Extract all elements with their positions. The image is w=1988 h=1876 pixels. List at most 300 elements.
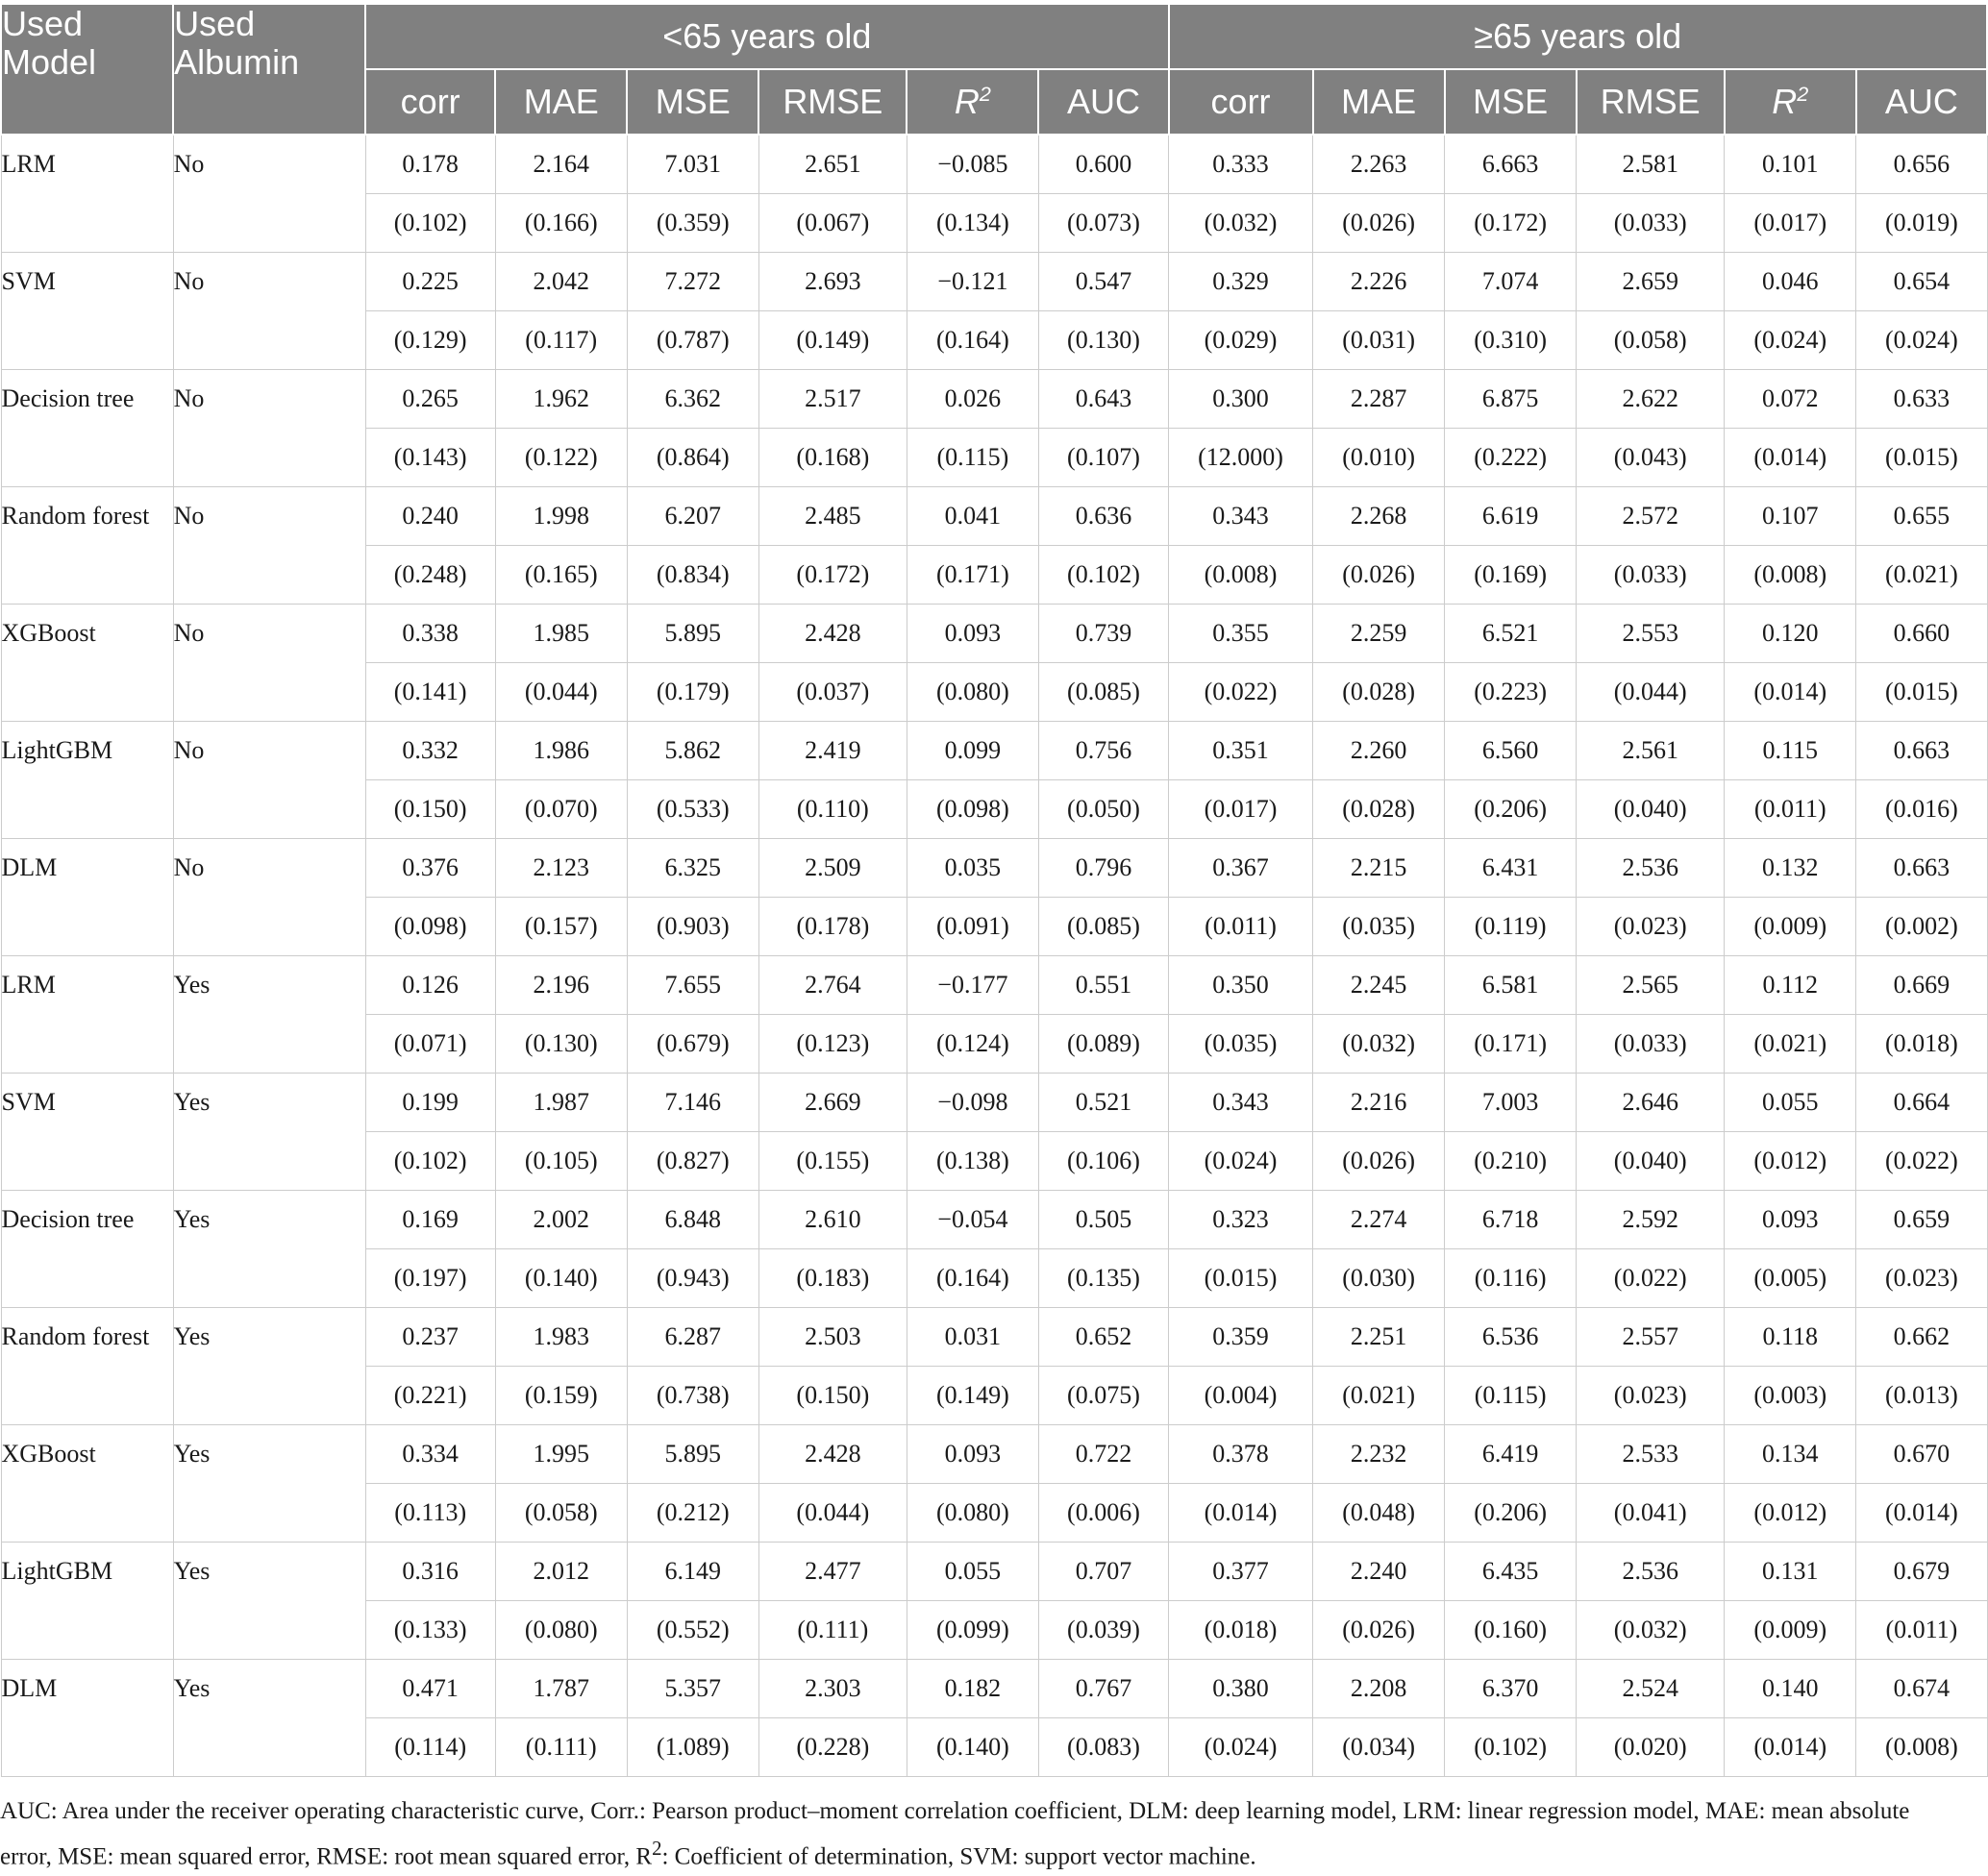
- sd-cell: (0.552): [627, 1601, 758, 1660]
- sd-cell: (0.024): [1725, 311, 1856, 370]
- metric-label: MSE: [655, 82, 731, 121]
- metric-header-under65-5: [1038, 69, 1168, 135]
- value-cell: 0.140: [1725, 1660, 1856, 1718]
- value-cell: 2.669: [758, 1074, 907, 1132]
- sd-cell: (0.040): [1577, 1132, 1725, 1191]
- value-cell: 0.126: [365, 956, 495, 1015]
- model-name: Decision tree: [1, 1205, 135, 1233]
- sd-cell: (0.026): [1313, 1601, 1445, 1660]
- sd-cell: (0.150): [758, 1367, 907, 1425]
- sd-cell: (0.141): [365, 663, 495, 722]
- sd-cell: (0.006): [1038, 1484, 1168, 1543]
- value-cell: 6.718: [1445, 1191, 1577, 1249]
- sd-cell: (0.026): [1313, 194, 1445, 253]
- sd-cell: (12.000): [1169, 429, 1313, 487]
- sd-cell: (0.149): [907, 1367, 1038, 1425]
- value-cell: 2.226: [1313, 253, 1445, 311]
- sd-cell: (0.157): [495, 898, 627, 956]
- value-cell: 1.962: [495, 370, 627, 429]
- value-cell: 7.655: [627, 956, 758, 1015]
- sd-cell: (0.004): [1169, 1367, 1313, 1425]
- value-cell: 2.303: [758, 1660, 907, 1718]
- value-cell: 0.237: [365, 1308, 495, 1367]
- value-cell: 2.561: [1577, 722, 1725, 780]
- value-cell: 2.533: [1577, 1425, 1725, 1484]
- metric-label: RMSE: [783, 82, 883, 121]
- sd-cell: (0.113): [365, 1484, 495, 1543]
- value-cell: 2.622: [1577, 370, 1725, 429]
- value-cell: 0.323: [1169, 1191, 1313, 1249]
- metric-header-over65-3: [1577, 69, 1725, 135]
- model-cell: [1, 956, 173, 1074]
- sd-cell: (0.223): [1445, 663, 1577, 722]
- sd-cell: (0.073): [1038, 194, 1168, 253]
- sd-cell: (0.026): [1313, 1132, 1445, 1191]
- sd-cell: (0.032): [1169, 194, 1313, 253]
- value-cell: 0.343: [1169, 1074, 1313, 1132]
- albumin-value: No: [173, 736, 205, 764]
- value-cell: 0.093: [1725, 1191, 1856, 1249]
- value-cell: 0.664: [1856, 1074, 1987, 1132]
- sd-cell: (0.171): [1445, 1015, 1577, 1074]
- value-cell: 5.862: [627, 722, 758, 780]
- metric-label: R: [954, 82, 980, 121]
- value-cell: 2.485: [758, 487, 907, 546]
- value-cell: −0.121: [907, 253, 1038, 311]
- sd-cell: (0.150): [365, 780, 495, 839]
- value-cell: 2.428: [758, 605, 907, 663]
- value-cell: 6.419: [1445, 1425, 1577, 1484]
- value-cell: 7.031: [627, 135, 758, 194]
- albumin-value: Yes: [173, 1088, 211, 1116]
- sd-cell: (0.143): [365, 429, 495, 487]
- sd-cell: (0.310): [1445, 311, 1577, 370]
- results-table: [0, 3, 1988, 1777]
- sd-cell: (0.111): [758, 1601, 907, 1660]
- albumin-cell: [173, 370, 365, 487]
- value-cell: 0.662: [1856, 1308, 1987, 1367]
- sd-cell: (0.014): [1856, 1484, 1987, 1543]
- metric-label: corr: [400, 82, 460, 121]
- value-cell: 0.756: [1038, 722, 1168, 780]
- sd-cell: (0.679): [627, 1015, 758, 1074]
- albumin-value: Yes: [173, 1674, 211, 1702]
- value-cell: 2.581: [1577, 135, 1725, 194]
- sd-cell: (0.091): [907, 898, 1038, 956]
- sd-cell: (0.864): [627, 429, 758, 487]
- value-cell: 7.074: [1445, 253, 1577, 311]
- value-cell: 0.332: [365, 722, 495, 780]
- value-cell: 0.722: [1038, 1425, 1168, 1484]
- model-cell: [1, 370, 173, 487]
- footnote-text: AUC: Area under the receiver operating characteristic curve, Corr.: Pearson product–moment correlation coefficient, DLM: deep learning model, LRM: linear regression model, MAE: mean absolute error, MSE: mean squared error, RMSE: root mean squared error, R: [0, 1798, 1910, 1870]
- value-cell: −0.054: [907, 1191, 1038, 1249]
- over-65-group-header: ≥65 years old: [1169, 4, 1987, 69]
- metric-label: RMSE: [1600, 82, 1701, 121]
- value-cell: 0.471: [365, 1660, 495, 1718]
- model-cell: [1, 1543, 173, 1660]
- value-cell: 0.350: [1169, 956, 1313, 1015]
- sd-cell: (0.130): [1038, 311, 1168, 370]
- sd-cell: (0.122): [495, 429, 627, 487]
- model-name: XGBoost: [1, 1440, 96, 1468]
- sd-cell: (0.014): [1169, 1484, 1313, 1543]
- sd-cell: (0.116): [1445, 1249, 1577, 1308]
- sd-cell: (0.080): [907, 1484, 1038, 1543]
- sd-cell: (0.165): [495, 546, 627, 605]
- sd-cell: (0.034): [1313, 1718, 1445, 1777]
- value-cell: 1.983: [495, 1308, 627, 1367]
- metric-label: corr: [1210, 82, 1271, 121]
- value-cell: 2.536: [1577, 839, 1725, 898]
- table-row-values: [1, 1191, 1987, 1249]
- value-cell: 0.633: [1856, 370, 1987, 429]
- value-cell: 6.521: [1445, 605, 1577, 663]
- sd-cell: (0.044): [758, 1484, 907, 1543]
- sd-cell: (0.032): [1313, 1015, 1445, 1074]
- value-cell: 0.333: [1169, 135, 1313, 194]
- value-cell: 0.107: [1725, 487, 1856, 546]
- sd-cell: (0.041): [1577, 1484, 1725, 1543]
- value-cell: 7.272: [627, 253, 758, 311]
- sd-cell: (0.021): [1856, 546, 1987, 605]
- metric-label: MAE: [1341, 82, 1417, 121]
- value-cell: 6.560: [1445, 722, 1577, 780]
- value-cell: 0.377: [1169, 1543, 1313, 1601]
- value-cell: 0.026: [907, 370, 1038, 429]
- sd-cell: (0.019): [1856, 194, 1987, 253]
- sd-cell: (0.071): [365, 1015, 495, 1074]
- value-cell: 0.265: [365, 370, 495, 429]
- table-row-values: [1, 487, 1987, 546]
- value-cell: 6.431: [1445, 839, 1577, 898]
- group-header-row: [1, 4, 1987, 69]
- sd-cell: (0.206): [1445, 780, 1577, 839]
- model-cell: [1, 135, 173, 253]
- metric-label: AUC: [1066, 82, 1140, 121]
- model-name: LightGBM: [1, 1557, 113, 1585]
- sd-cell: (0.085): [1038, 663, 1168, 722]
- sd-cell: (0.015): [1856, 663, 1987, 722]
- value-cell: −0.098: [907, 1074, 1038, 1132]
- value-cell: 0.547: [1038, 253, 1168, 311]
- model-name: XGBoost: [1, 619, 96, 647]
- table-row-values: [1, 1543, 1987, 1601]
- sd-cell: (0.834): [627, 546, 758, 605]
- value-cell: 0.046: [1725, 253, 1856, 311]
- sd-cell: (0.013): [1856, 1367, 1987, 1425]
- sd-cell: (0.028): [1313, 780, 1445, 839]
- sd-cell: (0.024): [1169, 1718, 1313, 1777]
- sd-cell: (0.022): [1856, 1132, 1987, 1191]
- value-cell: 2.042: [495, 253, 627, 311]
- table-row-values: [1, 839, 1987, 898]
- model-cell: [1, 605, 173, 722]
- sd-cell: (0.023): [1577, 898, 1725, 956]
- sd-cell: (0.169): [1445, 546, 1577, 605]
- sd-cell: (0.179): [627, 663, 758, 722]
- sd-cell: (0.002): [1856, 898, 1987, 956]
- value-cell: 2.268: [1313, 487, 1445, 546]
- value-cell: 7.146: [627, 1074, 758, 1132]
- sd-cell: (0.008): [1725, 546, 1856, 605]
- value-cell: 0.643: [1038, 370, 1168, 429]
- value-cell: 2.503: [758, 1308, 907, 1367]
- sd-cell: (0.171): [907, 546, 1038, 605]
- value-cell: 0.300: [1169, 370, 1313, 429]
- albumin-cell: [173, 722, 365, 839]
- value-cell: 2.123: [495, 839, 627, 898]
- model-cell: [1, 1660, 173, 1777]
- sd-cell: (0.221): [365, 1367, 495, 1425]
- sd-cell: (0.827): [627, 1132, 758, 1191]
- sd-cell: (0.110): [758, 780, 907, 839]
- sd-cell: (0.044): [495, 663, 627, 722]
- sd-cell: (0.016): [1856, 780, 1987, 839]
- sd-cell: (0.115): [1445, 1367, 1577, 1425]
- sd-cell: (0.089): [1038, 1015, 1168, 1074]
- used-model-header: Used Model: [1, 4, 173, 135]
- metric-header-over65-5: [1856, 69, 1987, 135]
- sd-cell: (0.008): [1856, 1718, 1987, 1777]
- value-cell: 2.216: [1313, 1074, 1445, 1132]
- sd-cell: (0.172): [1445, 194, 1577, 253]
- under-65-group-header: <65 years old: [365, 4, 1168, 69]
- value-cell: 0.674: [1856, 1660, 1987, 1718]
- value-cell: 5.895: [627, 605, 758, 663]
- value-cell: 1.986: [495, 722, 627, 780]
- sd-cell: (0.114): [365, 1718, 495, 1777]
- albumin-cell: [173, 1543, 365, 1660]
- value-cell: 0.551: [1038, 956, 1168, 1015]
- table-row-values: [1, 1308, 1987, 1367]
- footnote-r2-superscript: 2: [652, 1837, 662, 1860]
- albumin-cell: [173, 487, 365, 605]
- value-cell: 2.651: [758, 135, 907, 194]
- metric-label: MAE: [523, 82, 599, 121]
- table-row-values: [1, 1074, 1987, 1132]
- r2-superscript: 2: [1797, 82, 1809, 106]
- value-cell: 2.565: [1577, 956, 1725, 1015]
- value-cell: 2.557: [1577, 1308, 1725, 1367]
- value-cell: 2.164: [495, 135, 627, 194]
- model-cell: [1, 839, 173, 956]
- value-cell: 2.646: [1577, 1074, 1725, 1132]
- value-cell: −0.085: [907, 135, 1038, 194]
- albumin-cell: [173, 1660, 365, 1777]
- metric-label: R: [1772, 82, 1798, 121]
- sd-cell: (0.043): [1577, 429, 1725, 487]
- value-cell: 0.115: [1725, 722, 1856, 780]
- model-cell: [1, 487, 173, 605]
- model-name: DLM: [1, 853, 58, 881]
- sd-cell: (0.183): [758, 1249, 907, 1308]
- value-cell: 0.329: [1169, 253, 1313, 311]
- albumin-cell: [173, 839, 365, 956]
- model-cell: [1, 1425, 173, 1543]
- metric-header-over65-0: [1169, 69, 1313, 135]
- sd-cell: (0.044): [1577, 663, 1725, 722]
- sd-cell: (0.124): [907, 1015, 1038, 1074]
- sd-cell: (0.105): [495, 1132, 627, 1191]
- value-cell: 0.655: [1856, 487, 1987, 546]
- sd-cell: (0.033): [1577, 194, 1725, 253]
- table-row-values: [1, 722, 1987, 780]
- sd-cell: (0.133): [365, 1601, 495, 1660]
- value-cell: 2.693: [758, 253, 907, 311]
- sd-cell: (0.117): [495, 311, 627, 370]
- sd-cell: (0.738): [627, 1367, 758, 1425]
- metric-header-under65-0: [365, 69, 495, 135]
- sd-cell: (0.080): [495, 1601, 627, 1660]
- albumin-cell: [173, 135, 365, 253]
- sd-cell: (0.119): [1445, 898, 1577, 956]
- sd-cell: (0.102): [365, 1132, 495, 1191]
- model-name: SVM: [1, 1088, 56, 1116]
- value-cell: 0.334: [365, 1425, 495, 1484]
- sd-cell: (0.085): [1038, 898, 1168, 956]
- value-cell: 2.524: [1577, 1660, 1725, 1718]
- sd-cell: (0.159): [495, 1367, 627, 1425]
- value-cell: 6.848: [627, 1191, 758, 1249]
- value-cell: 2.260: [1313, 722, 1445, 780]
- sd-cell: (0.050): [1038, 780, 1168, 839]
- model-name: LightGBM: [1, 736, 113, 764]
- value-cell: 0.521: [1038, 1074, 1168, 1132]
- value-cell: 2.274: [1313, 1191, 1445, 1249]
- sd-cell: (0.107): [1038, 429, 1168, 487]
- sd-cell: (0.017): [1725, 194, 1856, 253]
- metric-label: AUC: [1884, 82, 1958, 121]
- sd-cell: (0.080): [907, 663, 1038, 722]
- sd-cell: (0.098): [907, 780, 1038, 839]
- sd-cell: (0.018): [1856, 1015, 1987, 1074]
- value-cell: 2.002: [495, 1191, 627, 1249]
- value-cell: 0.380: [1169, 1660, 1313, 1718]
- sd-cell: (0.058): [1577, 311, 1725, 370]
- model-name: SVM: [1, 267, 56, 295]
- value-cell: −0.177: [907, 956, 1038, 1015]
- value-cell: 2.419: [758, 722, 907, 780]
- sd-cell: (0.048): [1313, 1484, 1445, 1543]
- table-row-values: [1, 1425, 1987, 1484]
- value-cell: 0.663: [1856, 722, 1987, 780]
- value-cell: 0.679: [1856, 1543, 1987, 1601]
- metric-header-over65-1: [1313, 69, 1445, 135]
- value-cell: 6.663: [1445, 135, 1577, 194]
- sd-cell: (0.018): [1169, 1601, 1313, 1660]
- albumin-cell: [173, 605, 365, 722]
- value-cell: 2.263: [1313, 135, 1445, 194]
- sd-cell: (0.011): [1169, 898, 1313, 956]
- sd-cell: (0.058): [495, 1484, 627, 1543]
- sd-cell: (0.903): [627, 898, 758, 956]
- sd-cell: (0.023): [1856, 1249, 1987, 1308]
- sd-cell: (0.022): [1169, 663, 1313, 722]
- sd-cell: (0.212): [627, 1484, 758, 1543]
- albumin-cell: [173, 253, 365, 370]
- value-cell: 0.670: [1856, 1425, 1987, 1484]
- sd-cell: (0.222): [1445, 429, 1577, 487]
- value-cell: 0.600: [1038, 135, 1168, 194]
- sd-cell: (0.123): [758, 1015, 907, 1074]
- table-row-values: [1, 135, 1987, 194]
- table-row-values: [1, 253, 1987, 311]
- sd-cell: (1.089): [627, 1718, 758, 1777]
- albumin-value: No: [173, 853, 205, 881]
- value-cell: 2.572: [1577, 487, 1725, 546]
- sd-cell: (0.009): [1725, 1601, 1856, 1660]
- model-name: Random forest: [1, 502, 150, 530]
- metric-header-under65-1: [495, 69, 627, 135]
- metric-header-over65-4: [1725, 69, 1856, 135]
- value-cell: 6.875: [1445, 370, 1577, 429]
- sd-cell: (0.168): [758, 429, 907, 487]
- value-cell: 0.355: [1169, 605, 1313, 663]
- sd-cell: (0.015): [1856, 429, 1987, 487]
- albumin-value: Yes: [173, 1205, 211, 1233]
- sd-cell: (0.138): [907, 1132, 1038, 1191]
- sd-cell: (0.098): [365, 898, 495, 956]
- sd-cell: (0.031): [1313, 311, 1445, 370]
- value-cell: 0.707: [1038, 1543, 1168, 1601]
- value-cell: 0.101: [1725, 135, 1856, 194]
- value-cell: 0.031: [907, 1308, 1038, 1367]
- value-cell: 0.093: [907, 605, 1038, 663]
- model-name: LRM: [1, 971, 56, 999]
- value-cell: 0.131: [1725, 1543, 1856, 1601]
- metric-header-under65-4: [907, 69, 1038, 135]
- value-cell: 2.509: [758, 839, 907, 898]
- sd-cell: (0.035): [1313, 898, 1445, 956]
- value-cell: 2.517: [758, 370, 907, 429]
- value-cell: 2.536: [1577, 1543, 1725, 1601]
- sd-cell: (0.010): [1313, 429, 1445, 487]
- model-cell: [1, 1074, 173, 1191]
- value-cell: 0.072: [1725, 370, 1856, 429]
- value-cell: 6.362: [627, 370, 758, 429]
- sd-cell: (0.035): [1169, 1015, 1313, 1074]
- albumin-value: No: [173, 619, 205, 647]
- value-cell: 2.428: [758, 1425, 907, 1484]
- sd-cell: (0.140): [907, 1718, 1038, 1777]
- sd-cell: (0.130): [495, 1015, 627, 1074]
- sd-cell: (0.140): [495, 1249, 627, 1308]
- albumin-value: No: [173, 502, 205, 530]
- value-cell: 2.764: [758, 956, 907, 1015]
- sd-cell: (0.178): [758, 898, 907, 956]
- albumin-cell: [173, 1308, 365, 1425]
- albumin-value: Yes: [173, 1557, 211, 1585]
- sd-cell: (0.024): [1856, 311, 1987, 370]
- value-cell: 6.581: [1445, 956, 1577, 1015]
- model-name: DLM: [1, 1674, 58, 1702]
- value-cell: 0.225: [365, 253, 495, 311]
- albumin-value: No: [173, 267, 205, 295]
- value-cell: 6.287: [627, 1308, 758, 1367]
- model-cell: [1, 722, 173, 839]
- value-cell: 6.619: [1445, 487, 1577, 546]
- value-cell: 0.660: [1856, 605, 1987, 663]
- value-cell: 6.370: [1445, 1660, 1577, 1718]
- value-cell: 6.325: [627, 839, 758, 898]
- model-name: Decision tree: [1, 384, 135, 412]
- value-cell: 0.118: [1725, 1308, 1856, 1367]
- table-body: [1, 135, 1987, 1777]
- value-cell: 0.659: [1856, 1191, 1987, 1249]
- sd-cell: (0.149): [758, 311, 907, 370]
- value-cell: 2.287: [1313, 370, 1445, 429]
